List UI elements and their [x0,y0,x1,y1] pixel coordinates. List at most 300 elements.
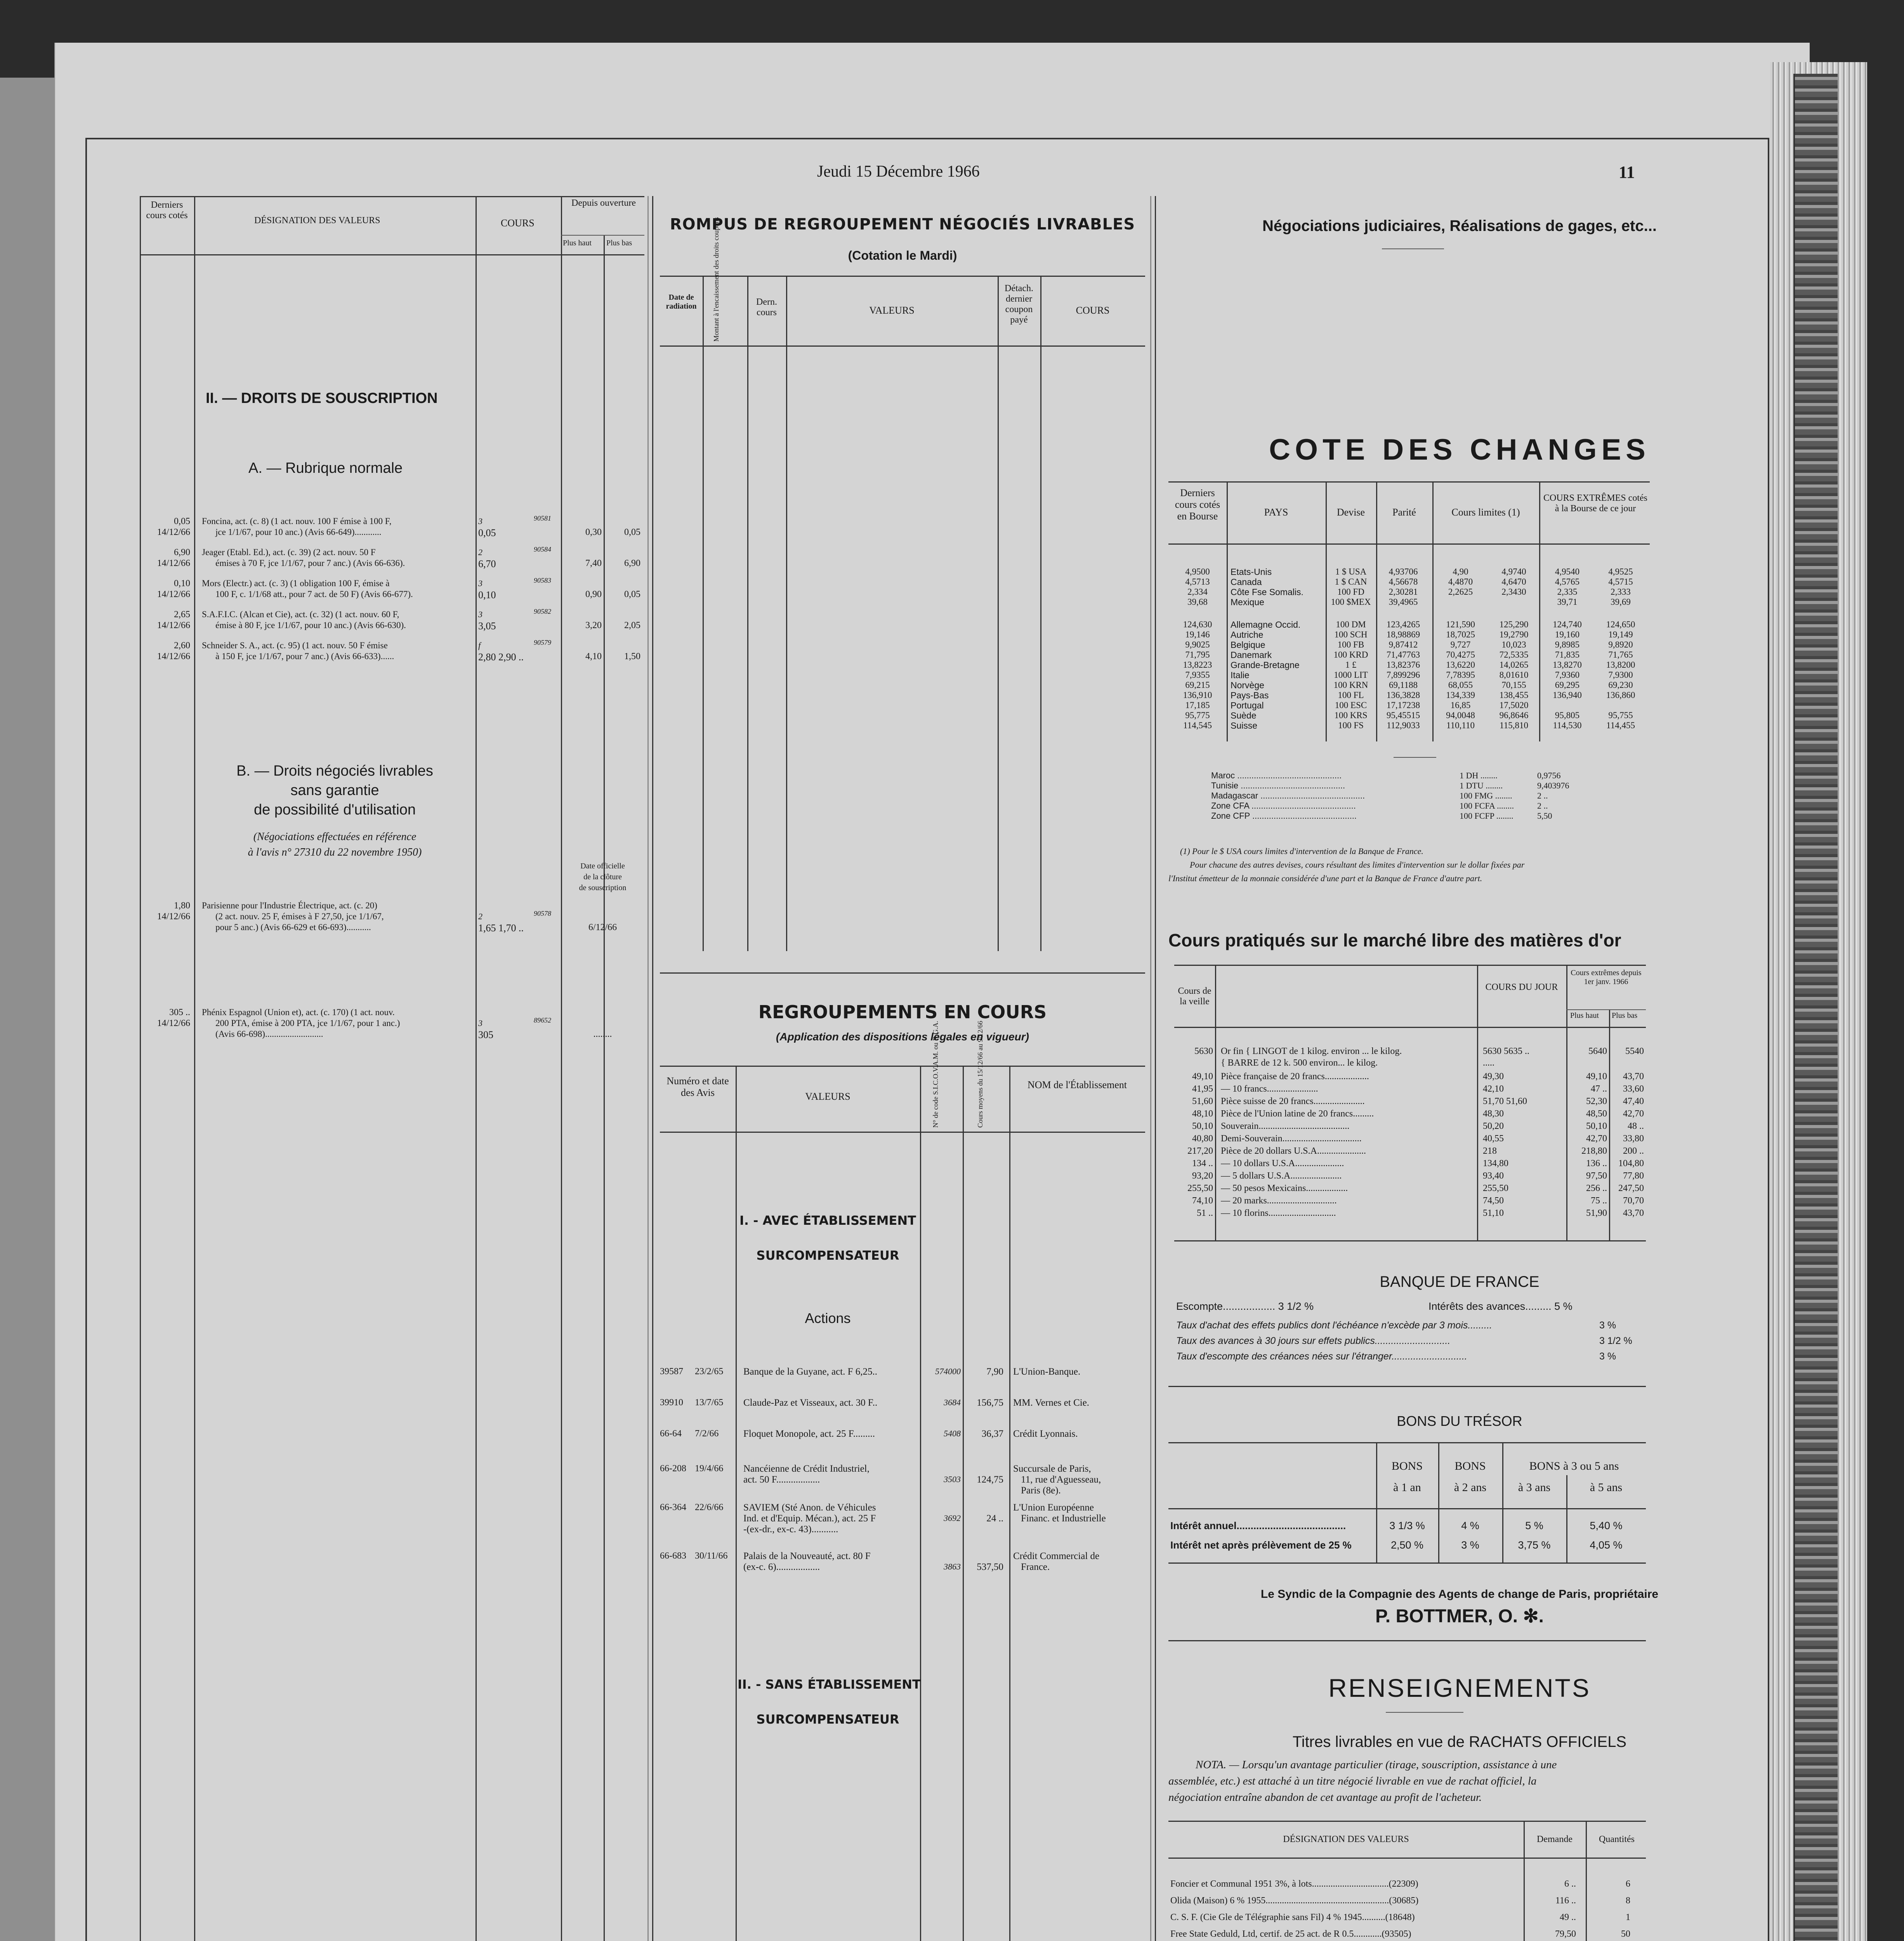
changes-cell: Allemagne Occid. [1231,620,1301,630]
or-veille: 50,10 [1192,1121,1213,1131]
or-col-extremes: Cours extrêmes depuis 1er janv. 1966 [1571,969,1642,986]
changes-cell: 4,5715 [1608,577,1633,587]
changes-cell: Suisse [1231,720,1258,731]
renseignements-title: RENSEIGNEMENTS [1328,1674,1591,1702]
row-prev-price: 1,80 [174,901,190,911]
regroup-cours: 124,75 [977,1474,1003,1485]
or-haut: 52,30 [1586,1096,1607,1106]
section-sans-1: II. - SANS ÉTABLISSEMENT [738,1677,921,1692]
changes-note-2: Pour chacune des autres devises, cours résultant des limites d'intervention sur le dollar fixées par [1190,860,1525,870]
actions-heading: Actions [805,1310,851,1326]
or-col-jour: COURS DU JOUR [1485,982,1558,992]
row-designation-line-1: Schneider S. A., act. (c. 95) (1 act. nouv. 50 F émise [202,641,388,650]
rubrique-b-title-3: de possibilité d'utilisation [253,802,416,818]
regroup-etab-line-2: 11, rue d'Aguesseau, [1021,1474,1101,1485]
changes-cell: 4,9740 [1501,567,1526,576]
regroup-title: REGROUPEMENTS EN COURS [758,1002,1047,1023]
changes-cell: 17,185 [1185,700,1210,710]
col-last-price-header: Derniers cours cotés [146,200,188,220]
regroup-code: 3684 [944,1398,961,1407]
or-veille: 40,80 [1192,1134,1213,1144]
regroup-col-cours: Cours moyens du 15/12/66 au 9/12/66 [976,1021,984,1128]
bons-value: 3,75 % [1518,1539,1551,1551]
changes-cell: 100 ESC [1335,700,1367,710]
regroup-col-code: N° de code S.I.C.O.V.A.M. ou R.G.A. [932,1021,939,1128]
or-bas: 43,70 [1623,1208,1644,1218]
bons-label: Intérêt annuel....................................... [1170,1520,1346,1531]
regroup-code: 3503 [944,1474,961,1484]
column-divider-1 [652,196,653,1941]
row-designation-line-2: 100 F, c. 1/1/68 att., pour 7 act. de 50 F) (Avis 66-677). [215,589,413,599]
or-veille: 255,50 [1187,1183,1213,1193]
changes-cell: 10,023 [1501,640,1526,649]
row-n: 3 [478,1018,483,1028]
changes-cell: 9,9025 [1185,640,1210,649]
rachats-demande: 49 .. [1560,1912,1576,1922]
row-code: 90581 [534,514,551,522]
row-prev-date: 14/12/66 [157,558,190,568]
changes-cell: 123,4265 [1386,620,1420,629]
regroup-etab-line-1: MM. Vernes et Cie. [1013,1398,1090,1408]
changes-cell: 9,87412 [1389,640,1418,649]
regroup-num: 39910 [660,1398,683,1408]
changes-cell: 136,3828 [1386,690,1420,700]
changes-cell: 100 $MEX [1331,597,1371,607]
or-designation: — 10 francs...................... [1221,1084,1318,1094]
changes-cell: 1 $ CAN [1335,577,1367,587]
other-rate-country: Maroc ............................................ [1211,771,1342,780]
changes-cell: 115,810 [1500,720,1528,730]
nota-line-3: négociation entraîne abandon de cet avantage au profit de l'acheteur. [1168,1791,1482,1804]
regroup-etab-line-1: L'Union-Banque. [1013,1366,1081,1377]
row-n: 3 [478,609,483,619]
row-high: 0,90 [585,589,602,599]
changes-col-pays: PAYS [1264,507,1288,518]
regroup-etab-line-2: France. [1021,1562,1050,1572]
rachats-quantite: 6 [1626,1879,1630,1889]
changes-cell: 136,910 [1183,690,1212,700]
or-bas: 77,80 [1623,1171,1644,1181]
or-designation: Demi-Souverain.................................. [1221,1134,1362,1144]
regroup-date: 7/2/66 [695,1429,719,1439]
row-designation-line-1: Mors (Electr.) act. (c. 3) (1 obligation 100 F, émise à [202,578,390,588]
changes-cell: 4,5765 [1555,577,1580,587]
or-jour: 218 [1483,1146,1497,1156]
row-designation-line-3: (Avis 66-698).......................... [215,1029,323,1039]
row-designation-line-1: S.A.F.I.C. (Alcan et Cie), act. (c. 32) (1 act. nouv. 60 F, [202,609,399,619]
rachats-quantite: 8 [1626,1896,1630,1906]
row-designation-line-3: pour 5 anc.) (Avis 66-629 et 66-693)........... [215,922,371,932]
or-designation: — 20 marks.............................. [1221,1196,1337,1206]
or-veille: 74,10 [1192,1196,1213,1206]
book-spine [1793,74,1838,1941]
row-n: 3 [478,516,483,526]
other-rate-value: 5,50 [1537,811,1552,821]
changes-title: COTE DES CHANGES [1269,433,1650,466]
or-veille: 217,20 [1187,1146,1213,1156]
or-jour: 74,50 [1483,1196,1504,1206]
or-haut: 136 .. [1586,1158,1607,1168]
changes-cell: Grande-Bretagne [1231,660,1300,670]
changes-cell: 13,8223 [1183,660,1212,670]
rompus-col-cours: COURS [1076,305,1110,316]
or-jour: 51,10 [1483,1208,1504,1218]
changes-cell: 95,775 [1185,710,1210,720]
changes-cell: 18,98869 [1386,630,1420,639]
or-bas: 33,80 [1623,1134,1644,1144]
bons-h1-2: BONS [1454,1460,1486,1472]
or-haut: 218,80 [1581,1146,1607,1156]
row-cloture: 6/12/66 [588,922,617,932]
or-jour: 50,20 [1483,1121,1504,1131]
or-title: Cours pratiqués sur le marché libre des matières d'or [1168,930,1621,950]
row-prev-price: 0,10 [174,578,190,589]
changes-cell: 19,146 [1185,630,1210,639]
rachats-quantite: 50 [1621,1929,1630,1939]
changes-cell: 121,590 [1446,620,1475,629]
or-veille: 51,60 [1192,1096,1213,1106]
row-code: 90584 [534,545,551,553]
section-droits-souscription: II. — DROITS DE SOUSCRIPTION [206,390,438,406]
changes-cell: 71,47763 [1386,650,1420,660]
or-haut: 75 .. [1591,1196,1607,1206]
or-bas: 47,40 [1623,1096,1644,1106]
changes-note-1: (1) Pour le $ USA cours limites d'intervention de la Banque de France. [1180,846,1423,856]
changes-cell: 18,7025 [1446,630,1475,639]
row-designation-line-2: émise à 80 F, jce 1/1/67, pour 10 anc.) (Avis 66-630). [215,620,406,630]
row-designation-line-1: Foncina, act. (c. 8) (1 act. nouv. 100 F émise à 100 F, [202,516,392,526]
regroup-etab-line-1: L'Union Européenne [1013,1502,1094,1513]
other-rate-value: 2 .. [1537,801,1548,811]
changes-cell: 136,940 [1553,690,1582,700]
or-bas: 104,80 [1618,1158,1644,1168]
rompus-subtitle: (Cotation le Mardi) [848,248,957,262]
changes-cell: 72,5335 [1499,650,1529,660]
changes-cell: 95,805 [1555,710,1580,720]
row-prev-date: 14/12/66 [157,911,190,922]
changes-cell: 13,8270 [1553,660,1582,670]
other-rate-devise: 100 FCFA ........ [1460,801,1514,811]
bons-title: BONS DU TRÉSOR [1397,1413,1522,1429]
other-rate-value: 2 .. [1537,791,1548,800]
or-bas: 70,70 [1623,1196,1644,1206]
row-low: 1,50 [624,651,640,661]
row-prev-date: 14/12/66 [157,1018,190,1028]
changes-cell: Norvège [1231,680,1264,690]
changes-cell: 69,1188 [1389,680,1418,690]
changes-cell: 9,8920 [1608,640,1633,649]
other-rate-value: 0,9756 [1537,771,1561,780]
row-designation-line-2: jce 1/1/67, pour 10 anc.) (Avis 66-649)............ [215,527,382,537]
row-cours: 1,65 1,70 .. [478,922,524,934]
or-bas: 247,50 [1618,1183,1644,1193]
regroup-valeur-line-2: Ind. et d'Equip. Mécan.), act. 25 F [743,1513,876,1524]
cloture-header-1: Date officielle [580,862,625,870]
or-designation: — 5 dollars U.S.A...................... [1221,1171,1342,1181]
or-jour: 42,10 [1483,1084,1504,1094]
rompus-col-valeurs: VALEURS [869,305,915,316]
other-rate-devise: 1 DTU ........ [1460,781,1503,790]
bons-value: 5 % [1525,1520,1543,1531]
or-jour: 134,80 [1483,1158,1508,1168]
rubrique-b-note-2: à l'avis n° 27310 du 22 novembre 1950) [248,846,422,858]
or-designation: — 10 florins............................. [1221,1208,1336,1218]
row-prev-date: 14/12/66 [157,620,190,630]
rubrique-a-title: A. — Rubrique normale [248,460,403,476]
changes-cell: 13,82376 [1386,660,1420,670]
or-haut: 50,10 [1586,1121,1607,1131]
bons-h2-4: à 5 ans [1590,1481,1623,1494]
other-rate-country: Zone CFP ............................................ [1211,811,1357,821]
changes-col-limites: Cours limites (1) [1451,507,1520,518]
changes-cell: 95,755 [1608,710,1633,720]
regroup-valeur-line-1: Claude-Paz et Visseaux, act. 30 F.. [743,1398,878,1408]
or-jour: 51,70 51,60 [1483,1096,1527,1106]
rachats-designation: Foncier et Communal 1951 3%, à lots.................................(22309) [1170,1879,1418,1889]
regroup-etab-line-1: Succursale de Paris, [1013,1464,1091,1474]
regroup-valeur-line-2: act. 50 F.................. [743,1474,820,1485]
changes-cell: 39,69 [1611,597,1631,607]
rubrique-b-title-1: B. — Droits négociés livrables [236,763,433,779]
regroup-num: 66-683 [660,1551,686,1561]
row-cours: 3,05 [478,620,496,632]
col-bas-header: Plus bas [606,239,632,247]
or-jour: ..... [1483,1058,1494,1068]
bons-h1-1: BONS [1391,1460,1423,1472]
changes-cell: 69,215 [1185,680,1210,690]
changes-cell: 13,8200 [1606,660,1635,670]
or-designation: Pièce de l'Union latine de 20 francs......... [1221,1109,1374,1119]
regroup-cours: 7,90 [986,1366,1003,1377]
changes-cell: 4,9525 [1608,567,1633,576]
changes-cell: 7,9355 [1185,670,1210,680]
row-low: 6,90 [624,558,640,568]
rachats-col-designation: DÉSIGNATION DES VALEURS [1283,1834,1409,1844]
changes-cell: 4,9500 [1185,567,1210,576]
other-rate-devise: 100 FMG ........ [1460,791,1512,800]
nota-line-2: assemblée, etc.) est attaché à un titre négocié livrable en vue de rachat officiel, la [1168,1775,1537,1787]
rompus-col-montant: Montant à l'encaissement des droits coupons [712,217,720,342]
changes-cell: 100 SCH [1334,630,1368,639]
regroup-etab-line-1: Crédit Commercial de [1013,1551,1100,1561]
or-haut: 48,50 [1586,1109,1607,1119]
changes-cell: 1 £ [1345,660,1357,670]
rompus-col-date: Date de radiation [666,293,697,311]
or-veille: 134 .. [1192,1158,1213,1168]
regroup-col-num: Numéro et date des Avis [666,1075,729,1098]
or-bas: 48 .. [1628,1121,1644,1131]
changes-col-parite: Parité [1392,507,1416,518]
changes-cell: 4,4870 [1448,577,1473,587]
or-col-bas: Plus bas [1612,1011,1638,1020]
regroup-code: 574000 [935,1366,961,1376]
or-designation: Pièce française de 20 francs................... [1221,1071,1369,1082]
section-avec-1: I. - AVEC ÉTABLISSEMENT [739,1213,916,1228]
row-prev-price: 0,05 [174,516,190,526]
page-number: 11 [1619,163,1635,182]
or-designation: — 50 pesos Mexicains.................. [1221,1183,1348,1193]
bons-value: 3 1/3 % [1389,1520,1425,1531]
other-rate-devise: 100 FCFP ........ [1460,811,1513,821]
rachats-designation: Free State Geduld, Ltd, certif. de 25 act. de R 0.5............(93505) [1170,1929,1411,1939]
changes-cell: Canada [1231,577,1262,587]
regroup-valeur-line-1: Nancéienne de Crédit Industriel, [743,1464,870,1474]
changes-cell: 71,795 [1185,650,1210,660]
bottmer-line: P. BOTTMER, O. ✻. [1375,1606,1544,1627]
regroup-etab-line-1: Crédit Lyonnais. [1013,1429,1078,1439]
or-jour: 93,40 [1483,1171,1504,1181]
rachats-designation: Olida (Maison) 6 % 1955.....................................................(30685) [1170,1896,1419,1906]
or-bas: 43,70 [1623,1071,1644,1082]
judiciaires-title: Négociations judiciaires, Réalisations de gages, etc... [1262,217,1657,234]
changes-cell: 100 FD [1337,587,1364,597]
row-n: 2 [478,547,483,557]
regroup-cours: 156,75 [977,1398,1003,1408]
regroup-num: 39587 [660,1366,683,1377]
changes-cell: 13,6220 [1446,660,1475,670]
changes-cell: 4,6470 [1501,577,1526,587]
regroup-subtitle: (Application des dispositions légales en vigueur) [776,1031,1029,1043]
changes-cell: 2,334 [1187,587,1208,597]
regroup-date: 13/7/65 [695,1398,724,1408]
changes-cell: 69,295 [1555,680,1580,690]
changes-cell: 70,4275 [1446,650,1475,660]
regroup-date: 19/4/66 [695,1464,724,1474]
row-designation-line-1: Parisienne pour l'Industrie Électrique, act. (c. 20) [202,901,377,910]
changes-cell: 124,740 [1553,620,1582,629]
regroup-valeur-line-1: Palais de la Nouveauté, act. 80 F [743,1551,871,1561]
rachats-demande: 79,50 [1555,1929,1576,1939]
changes-cell: 7,78395 [1446,670,1475,680]
row-low: 0,05 [624,589,640,599]
row-designation-line-2: 200 PTA, émise à 200 PTA, jce 1/1/67, pour 1 anc.) [215,1018,400,1028]
changes-cell: 110,110 [1446,720,1475,730]
changes-cell: 125,290 [1499,620,1529,629]
col-haut-header: Plus haut [563,239,592,247]
or-jour: 255,50 [1483,1183,1508,1193]
row-prev-price: 2,65 [174,609,190,620]
bons-label: Intérêt net après prélèvement de 25 % [1170,1539,1352,1551]
changes-cell: 17,17238 [1386,700,1420,710]
regroup-valeur-line-2: (ex-c. 6).................. [743,1562,820,1572]
or-jour: 49,30 [1483,1071,1504,1082]
or-jour: 48,30 [1483,1109,1504,1119]
changes-cell: 4,93706 [1389,567,1418,576]
or-haut: 49,10 [1586,1071,1607,1082]
changes-cell: Danemark [1231,650,1272,660]
changes-cell: 100 FB [1337,640,1364,649]
changes-cell: 7,9300 [1608,670,1633,680]
row-prev-date: 14/12/66 [157,589,190,599]
row-prev-price: 6,90 [174,547,190,557]
changes-cell: 124,650 [1606,620,1635,629]
row-code: 90583 [534,576,551,584]
or-veille: 49,10 [1192,1071,1213,1082]
row-cloture: ........ [593,1029,612,1039]
row-code: 90579 [534,639,551,646]
changes-cell: 2,2625 [1448,587,1473,597]
regroup-valeur-line-1: Banque de la Guyane, act. F 6,25.. [743,1366,878,1377]
changes-note-3: l'Institut émetteur de la monnaie considérée d'une part et la Banque de France d'autre part. [1168,873,1482,883]
rompus-col-dern: Dern. cours [756,297,777,318]
changes-cell: 138,455 [1499,690,1529,700]
changes-cell: 70,155 [1501,680,1526,690]
bons-h1-3: BONS à 3 ou 5 ans [1529,1460,1619,1472]
banque-line-label: Taux d'escompte des créances nées sur l'étranger............................ [1176,1351,1467,1362]
syndic-line: Le Syndic de la Compagnie des Agents de change de Paris, propriétaire [1260,1588,1659,1601]
or-bas: 5540 [1625,1046,1644,1056]
changes-cell: 69,230 [1608,680,1633,690]
changes-cell: 9,8985 [1555,640,1580,649]
changes-cell: 1 $ USA [1335,567,1367,576]
changes-cell: 68,055 [1448,680,1473,690]
row-code: 89652 [534,1016,551,1024]
changes-cell: 7,899296 [1386,670,1420,680]
column-divider-2 [1155,196,1156,1941]
row-cours: 305 [478,1029,493,1040]
regroup-valeur-line-1: SAVIEM (Sté Anon. de Véhicules [743,1502,876,1513]
row-cours: 2,80 2,90 .. [478,651,524,663]
row-low: 2,05 [624,620,640,630]
changes-cell: 112,9033 [1387,720,1420,730]
changes-cell: Belgique [1231,640,1265,650]
changes-col-devise: Devise [1336,507,1365,518]
changes-cell: 136,860 [1606,690,1635,700]
regroup-date: 22/6/66 [695,1502,724,1512]
changes-cell: Suède [1231,710,1257,720]
row-designation-line-2: (2 act. nouv. 25 F, émises à F 27,50, jce 1/1/67, [215,911,384,921]
or-haut: 47 .. [1591,1084,1607,1094]
changes-cell: 8,01610 [1499,670,1529,680]
col-depuis-header: Depuis ouverture [571,198,636,208]
row-high: 4,10 [585,651,602,661]
changes-cell: 95,45515 [1386,710,1420,720]
changes-cell: Pays-Bas [1231,690,1269,700]
row-prev-price: 2,60 [174,641,190,651]
rachats-quantite: 1 [1626,1912,1630,1922]
or-veille: 51 .. [1197,1208,1213,1218]
or-designation: Souverain....................................... [1221,1121,1350,1131]
or-bas: 33,60 [1623,1084,1644,1094]
or-haut: 97,50 [1586,1171,1607,1181]
nota-line-1: NOTA. — Lorsqu'un avantage particulier (tirage, souscription, assistance à une [1196,1759,1557,1771]
cloture-header-3: de souscription [579,884,627,892]
row-cours: 6,70 [478,558,496,569]
row-high: 3,20 [585,620,602,630]
regroup-valeur-line-3: -(ex-dr., ex-c. 43)........... [743,1524,838,1535]
regroup-cours: 24 .. [986,1513,1003,1524]
other-rate-country: Tunisie ............................................ [1211,781,1345,790]
changes-cell: 19,149 [1608,630,1633,639]
or-designation: Pièce suisse de 20 francs...................... [1221,1096,1365,1106]
row-high: 0,30 [585,527,602,537]
row-designation-line-1: Phénix Espagnol (Union et), act. (c. 170) (1 act. nouv. [202,1007,395,1017]
regroup-num: 66-208 [660,1464,686,1474]
other-rate-country: Zone CFA ............................................ [1211,801,1356,811]
rachats-title: Titres livrables en vue de RACHATS OFFICIELS [1292,1733,1627,1750]
section-avec-2: SURCOMPENSATEUR [756,1248,899,1263]
or-col-haut: Plus haut [1570,1011,1599,1020]
banque-line-value: 3 1/2 % [1599,1335,1632,1346]
changes-cell: 100 KRS [1334,710,1368,720]
row-n: f [478,641,481,650]
changes-cell: 7,9360 [1555,670,1580,680]
or-haut: 42,70 [1586,1134,1607,1144]
changes-cell: 4,5713 [1185,577,1210,587]
banque-line-label: Taux des avances à 30 jours sur effets publics............................ [1176,1335,1451,1346]
changes-cell: 2,335 [1557,587,1578,597]
rubrique-b-note-1: (Négociations effectuées en référence [253,831,417,843]
